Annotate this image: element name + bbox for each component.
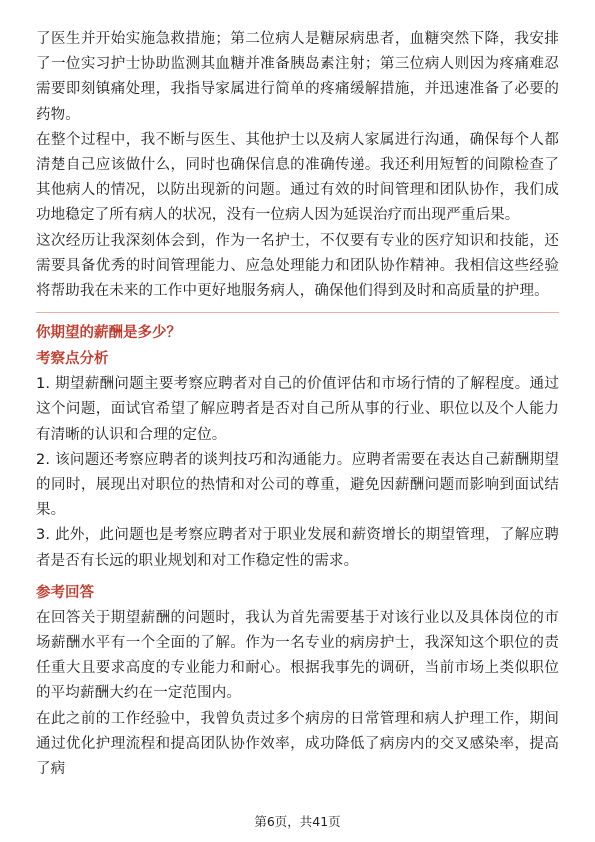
answer-heading: 参考回答 [36, 584, 94, 601]
page-footer: 第6页，共41页 [254, 814, 341, 829]
spacer [36, 574, 559, 581]
body-paragraph: 在整个过程中，我不断与医生、其他护士以及病人家属进行沟通，确保每个人都清楚自己应该做什么，同时也确保信息的准确传递。我还利用短暂的间隙检查了其他病人的情况，以防出现新的问题。通过有效的时间管理和团队协作，我们成功地稳定了所有病人的状况，没有一位病人因为延误治疗而出现严重后果。 [36, 131, 559, 224]
page-content [36, 27, 559, 782]
analysis-point: 3. 此外，此问题也是考察应聘者对于职业发展和薪资增长的期望管理，了解应聘者是否有长远的职业规划和对工作稳定性的需求。 [36, 527, 559, 569]
body-paragraph: 这次经历让我深刻体会到，作为一名护士，不仅要有专业的医疗知识和技能，还需要具备优秀的时间管理能力、应急处理能力和团队协作精神。我相信这些经验将帮助我在未来的工作中更好地服务病人，确保他们得到及时和高质量的护理。 [36, 232, 559, 300]
analysis-heading: 考察点分析 [36, 351, 109, 368]
answer-paragraph: 在回答关于期望薪酬的问题时，我认为首先需要基于对该行业以及具体岗位的市场薪酬水平有一个全面的了解。作为一名专业的病房护士，我深知这个职位的责任重大且要求高度的专业能力和耐心。根据我事先的调研，当前市场上类似职位的平均薪酬大约在一定范围内。 [36, 609, 559, 702]
analysis-point: 1. 期望薪酬问题主要考察应聘者对自己的价值评估和市场行情的了解程度。通过这个问题，面试官希望了解应聘者是否对自己所从事的行业、职位以及个人能力有清晰的认识和合理的定位。 [36, 376, 559, 443]
body-paragraph: 了医生并开始实施急救措施；第二位病人是糖尿病患者，血糖突然下降，我安排了一位实习护士协助监测其血糖并准备胰岛素注射；第三位病人则因为疼痛难忍需要即刻镇痛处理，我指导家属进行简单的疼痛缓解措施，并迅速准备了必要的药物。 [36, 31, 559, 123]
analysis-point: 2. 该问题还考察应聘者的谈判技巧和沟通能力。应聘者需要在表达自己薪酬期望的同时，展现出对职位的热情和对公司的尊重，避免因薪酬问题而影响到面试结果。 [36, 451, 559, 519]
section-divider [36, 312, 559, 313]
answer-paragraph: 在此之前的工作经验中，我曾负责过多个病房的日常管理和病人护理工作，期间通过优化护理流程和提高团队协作效率，成功降低了病房内的交叉感染率，提高了病 [36, 710, 559, 778]
interview-question: 你期望的薪酬是多少？ [36, 325, 181, 342]
